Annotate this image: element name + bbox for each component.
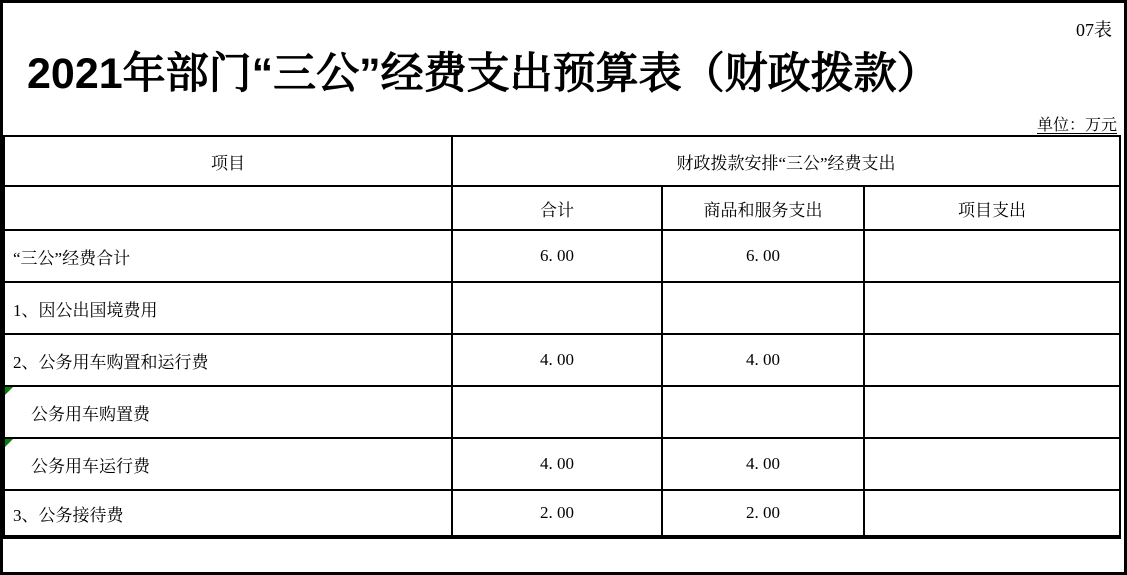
row-goods-services-cell[interactable]: [662, 386, 864, 438]
page-title: 2021年部门“三公”经费支出预算表（财政拨款）: [27, 50, 940, 98]
table-row-abroad-expenses: [4, 282, 1120, 334]
header-total-cell[interactable]: 合计: [452, 186, 662, 230]
row-project-cell[interactable]: [864, 334, 1120, 386]
header-goods-services-cell[interactable]: 商品和服务支出: [662, 186, 864, 230]
excel-error-triangle-icon: [5, 439, 13, 447]
row-total-cell[interactable]: 4. 00: [452, 334, 662, 386]
row-label-cell[interactable]: 1、因公出国境费用: [4, 282, 452, 334]
table-row-vehicle-operation: [4, 438, 1120, 490]
row-label-text: 公务用车购置费: [31, 404, 150, 424]
table-row-three-public-total: [4, 230, 1120, 282]
row-goods-services-cell[interactable]: 6. 00: [662, 230, 864, 282]
row-label-text: 公务用车运行费: [31, 456, 150, 476]
table-row-vehicle-purchase: [4, 386, 1120, 438]
sheet-number-label: 07表: [1076, 20, 1112, 40]
row-project-cell[interactable]: [864, 282, 1120, 334]
header-empty-cell[interactable]: [4, 186, 452, 230]
header-row-2: [4, 186, 1120, 230]
table-row-vehicle-purchase-operation: [4, 334, 1120, 386]
table-row-official-reception: [4, 490, 1120, 537]
three-public-budget-table: [3, 135, 1121, 539]
row-total-cell[interactable]: [452, 386, 662, 438]
unit-note: 单位：万元: [1036, 117, 1117, 135]
row-goods-services-cell[interactable]: 2. 00: [662, 490, 864, 537]
header-project-expenditure-cell[interactable]: 项目支出: [864, 186, 1120, 230]
excel-error-triangle-icon: [5, 387, 13, 395]
header-project-cell[interactable]: 项目: [4, 136, 452, 186]
row-total-cell[interactable]: 6. 00: [452, 230, 662, 282]
row-project-cell[interactable]: [864, 438, 1120, 490]
header-group-cell[interactable]: 财政拨款安排“三公”经费支出: [452, 136, 1120, 186]
row-goods-services-cell[interactable]: 4. 00: [662, 438, 864, 490]
row-label-cell[interactable]: “三公”经费合计: [4, 230, 452, 282]
row-label-cell[interactable]: 3、公务接待费: [4, 490, 452, 537]
row-project-cell[interactable]: [864, 230, 1120, 282]
row-total-cell[interactable]: [452, 282, 662, 334]
row-project-cell[interactable]: [864, 490, 1120, 537]
row-project-cell[interactable]: [864, 386, 1120, 438]
row-label-cell[interactable]: [4, 438, 452, 490]
row-goods-services-cell[interactable]: [662, 282, 864, 334]
row-total-cell[interactable]: 2. 00: [452, 490, 662, 537]
row-label-cell[interactable]: [4, 386, 452, 438]
header-row-1: [4, 136, 1120, 186]
row-total-cell[interactable]: 4. 00: [452, 438, 662, 490]
row-goods-services-cell[interactable]: 4. 00: [662, 334, 864, 386]
row-label-cell[interactable]: 2、公务用车购置和运行费: [4, 334, 452, 386]
